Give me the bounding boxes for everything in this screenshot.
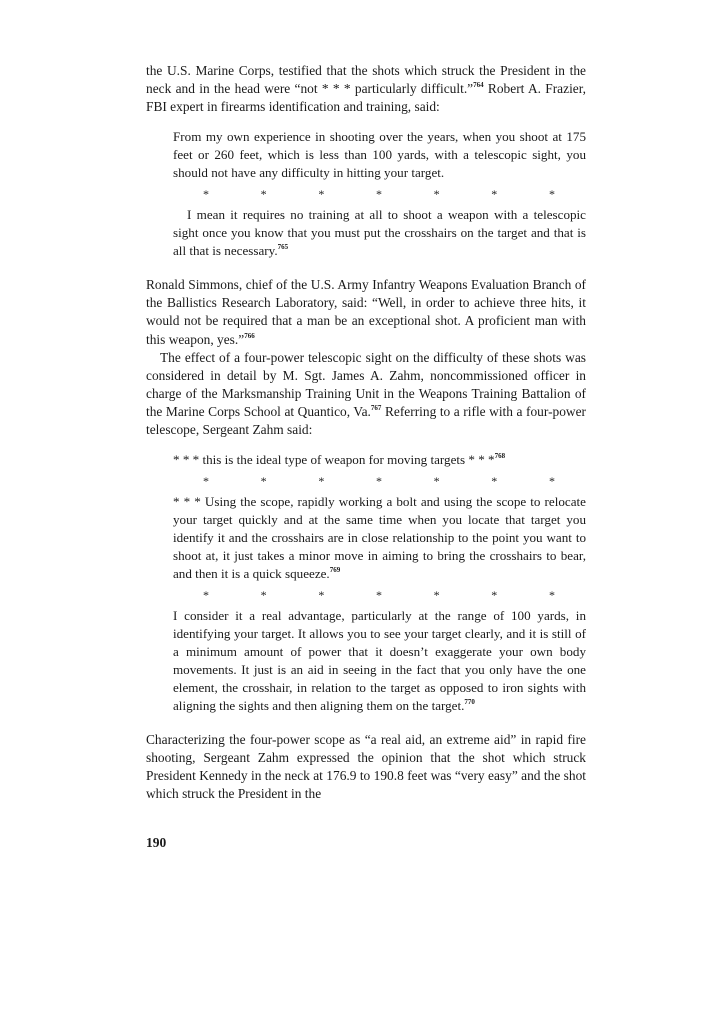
star: * xyxy=(433,474,440,489)
paragraph-frazier-intro xyxy=(146,62,586,116)
page-number: 190 xyxy=(146,835,167,850)
footnote-ref-766: 766 xyxy=(244,331,255,340)
block-quote-zahm xyxy=(173,451,586,715)
star: * xyxy=(318,474,325,489)
quote-zahm-3 xyxy=(173,607,586,715)
star: * xyxy=(375,474,382,489)
ellipsis-stars-row xyxy=(203,475,555,487)
star: * xyxy=(203,588,209,603)
footnote-ref-770: 770 xyxy=(464,698,475,707)
paragraph-text-cont: Robert A. Frazier, FBI expert in firearms identification and training, said: xyxy=(146,81,587,115)
star: * xyxy=(203,474,209,489)
quote-zahm-2 xyxy=(173,493,586,583)
star: * xyxy=(260,588,267,603)
quote-frazier-1: From my own experience in shooting over the years, when you shoot at 175 feet or 260 feet, which is less than 100 yards, with a telescopic sight, you should not have any difficulty in hitting your target. xyxy=(173,129,586,181)
block-quote-frazier xyxy=(173,128,586,260)
star: * xyxy=(260,474,267,489)
star: * xyxy=(260,187,267,202)
star: * xyxy=(491,588,498,603)
page-text-column xyxy=(146,62,586,804)
footnote-ref-768: 768 xyxy=(494,452,506,461)
star: * xyxy=(375,588,382,603)
star: * xyxy=(318,187,325,202)
star: * xyxy=(491,187,498,202)
star: * xyxy=(433,187,440,202)
footnote-ref-767: 767 xyxy=(370,403,382,412)
quote-zahm-1 xyxy=(173,451,586,469)
star: * xyxy=(491,474,498,489)
star: * xyxy=(548,588,555,603)
ellipsis-stars-row xyxy=(203,188,555,200)
star: * xyxy=(375,187,382,202)
ellipsis-stars-row xyxy=(203,589,555,601)
star: * xyxy=(203,187,209,202)
footnote-ref-764: 764 xyxy=(473,81,484,90)
paragraph-simmons xyxy=(146,276,586,348)
quote-text: * * * this is the ideal type of weapon for moving targets * * * xyxy=(173,452,495,468)
quote-frazier-2 xyxy=(173,206,586,260)
star: * xyxy=(318,588,325,603)
footnote-ref-769: 769 xyxy=(329,566,341,575)
footnote-ref-765: 765 xyxy=(277,243,289,252)
quote-text: * * * Using the scope, rapidly working a bolt and using the scope to relocate your target quickly and at the same time when you locate that target you identify it and the crosshairs are in close relationship to the point you want to shoot at, it just takes a minor move in aiming to bring the crosshairs to bear, and then it is a quick squeeze. xyxy=(173,494,586,582)
quote-text: I mean it requires no training at all to shoot a weapon with a telescopic sight once you know that you must put the crosshairs on the target and that is all that is necessary. xyxy=(173,207,586,259)
paragraph-zahm-conclusion: Characterizing the four-power scope as “a real aid, an extreme aid” in rapid fire shooting, Sergeant Zahm expressed the opinion that the shot which struck President Kennedy in the neck at 176.9 to 190.8 feet was “very easy” and the shot which struck the President in the xyxy=(146,732,586,802)
paragraph-text: Ronald Simmons, chief of the U.S. Army Infantry Weapons Evaluation Branch of the Ballistics Research Laboratory, said: “Well, in order to achieve three hits, it would not be required that a man be an exceptional shot. A proficient man with this weapon, yes.” xyxy=(146,277,586,347)
paragraph-zahm-intro xyxy=(146,349,586,439)
star: * xyxy=(433,588,440,603)
paragraph-text: The effect of a four-power telescopic sight on the difficulty of these shots was considered in detail by M. Sgt. James A. Zahm, noncommissioned officer in charge of the Marksmanship Training Unit in the Weapons Training Battalion of the Marine Corps School at Quantico, Va. xyxy=(146,349,586,419)
quote-text: I consider it a real advantage, particularly at the range of 100 yards, in identifying your target. It allows you to see your target clearly, and it is still of a minimum amount of power that it doesn’t exaggerate your own body movements. It just is an aid in seeing in the fact that you only have the one element, the crosshair, in relation to the target as opposed to iron sights with aligning the sights and then aligning them on the target. xyxy=(173,608,586,714)
star: * xyxy=(548,187,555,202)
star: * xyxy=(548,474,555,489)
paragraph-text: the U.S. Marine Corps, testified that the shots which struck the President in the neck and in the head were “not * * * particularly difficult.” xyxy=(146,63,586,97)
paragraph-text-cont: Referring to a rifle with a four-power telescope, Sergeant Zahm said: xyxy=(146,403,586,438)
